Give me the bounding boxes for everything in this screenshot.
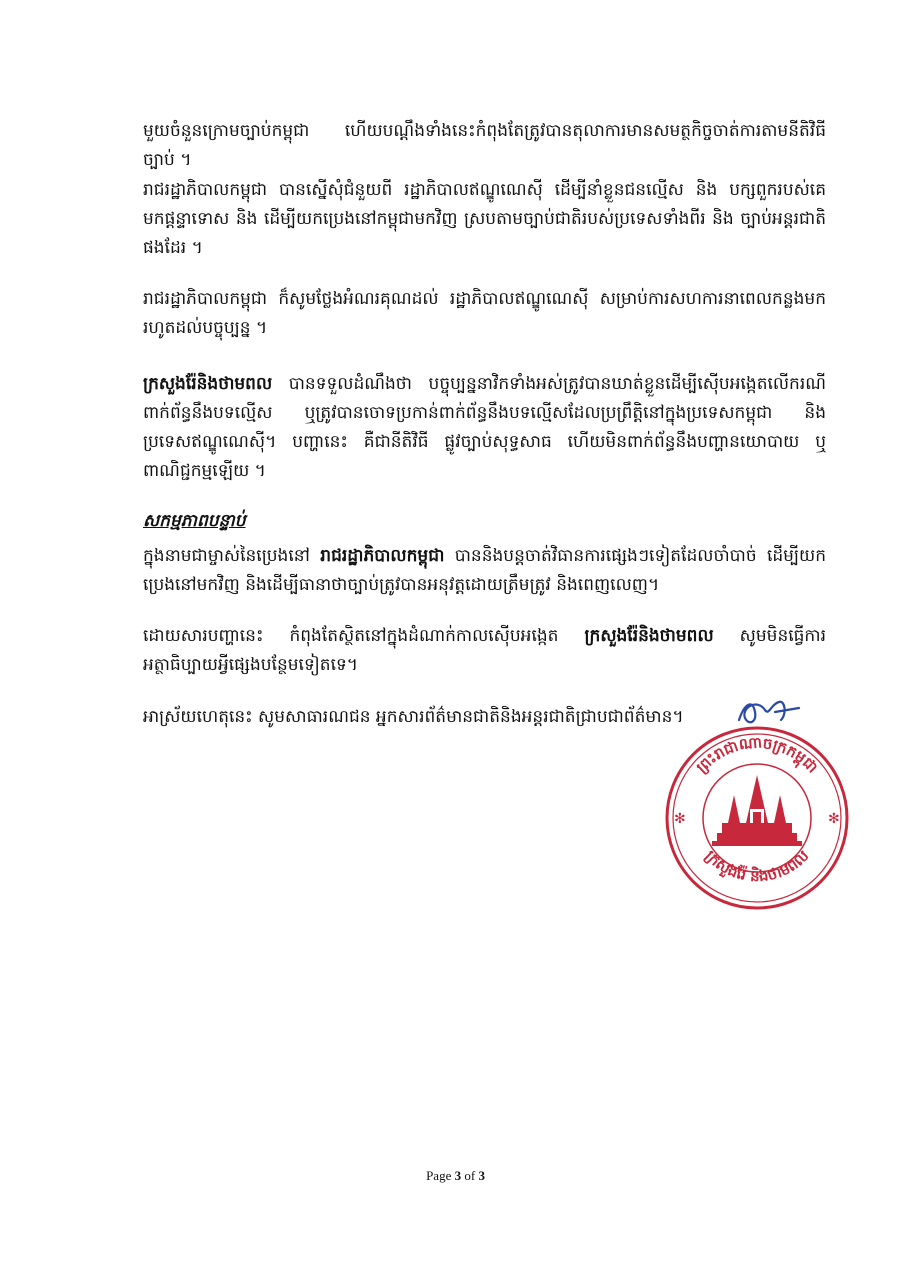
paragraph-3: រាជរដ្ឋាភិបាលកម្ពុជា ក៏សូមថ្លែងអំណរគុណដល់ រដ្ឋាភិបាលឥណ្ឌូណេស៊ី សម្រាប់ការសហការនាពេលកន្លងមក រហូតដល់បច្ចុប្បន្ន ។ [143, 289, 826, 338]
angkor-wat-emblem [712, 775, 802, 846]
closing-paragraph: អាស្រ័យហេតុនេះ សូមសាធារណជន អ្នកសារព័ត៌មានជាតិនិងអន្តរជាតិជ្រាបជាព័ត៌មាន។ [143, 707, 684, 727]
current-page: 3 [454, 1168, 462, 1183]
official-seal [662, 723, 852, 917]
total-pages: 3 [478, 1168, 485, 1183]
seal-top-text: ព្រះរាជាណាចក្រកម្ពុជា [692, 733, 822, 777]
next-steps-paragraph-2: ដោយសារបញ្ហានេះ កំពុងតែស្ថិតនៅក្នុងដំណាក់កាលស៊ើបអង្កេត ក្រសួងរ៉ែនិងថាមពល សូមមិនធ្វើការអត្ថាធិប្បាយអ្វីផ្សេងបន្ថែមទៀតទេ។ [143, 626, 827, 675]
ministry-paragraph: ក្រសួងរ៉ែនិងថាមពល បានទទួលដំណឹងថា បច្ចុប្បន្ននាវិកទាំងអស់ត្រូវបានឃាត់ខ្លួនដើម្បីស៊ើបអង្កេតលើករណីពាក់ព័ន្ធនឹងបទល្មើស ឬត្រូវបានចោទប្រកាន់ពាក់ព័ន្ធនឹងបទល្មើសដែលប្រព្រឹត្តិនៅក្នុងប្រទេសកម្ពុជា និង ប្រទេសឥណ្ឌូណេស៊ី។ បញ្ហានេះ គឺជានីតិវិធី ផ្លូវច្បាប់សុទ្ធសាធ ហើយមិនពាក់ព័ន្ធនឹងបញ្ហានយោបាយ ឬ ពាណិជ្ជកម្មឡើយ ។ [143, 374, 826, 481]
next-steps-paragraph-1: ក្នុងនាមជាម្ចាស់នៃប្រេងនៅ រាជរដ្ឋាភិបាលកម្ពុជា បាននិងបន្តចាត់វិធានការផ្សេងៗទៀតដែលចាំបាច់ ដើម្បីយកប្រេងនៅមកវិញ និងដើម្បីធានាថាច្បាប់ត្រូវបានអនុវត្តដោយត្រឹមត្រូវ និងពេញលេញ។ [143, 546, 826, 595]
ministry-name: ក្រសួងរ៉ែនិងថាមពល [143, 374, 273, 394]
svg-text:✻: ✻ [674, 811, 686, 827]
paragraph-2: រាជរដ្ឋាភិបាលកម្ពុជា បានស្នើសុំជំនួយពី រដ្ឋាភិបាលឥណ្ឌូណេស៊ី ដើម្បីនាំខ្លួនជនល្មើស និង បក្សពួករបស់គេ មកផ្តន្ទាទោស និង ដើម្បីយកប្រេងនៅកម្ពុជាមកវិញ ស្របតាមច្បាប់ជាតិរបស់ប្រទេសទាំងពីរ និង ច្បាប់អន្តរជាតិផងដែរ ។ [143, 180, 826, 258]
svg-text:✻: ✻ [828, 811, 840, 827]
svg-text:ក្រសួងរ៉ែ និងថាមពល [702, 847, 813, 885]
page-footer: Page 3 of 3 [426, 1168, 485, 1183]
seal-bottom-text: ក្រសួងរ៉ែ និងថាមពល [701, 846, 813, 886]
paragraph-1: មួយចំនួនក្រោមច្បាប់កម្ពុជា ហើយបណ្តឹងទាំងនេះកំពុងតែត្រូវបានតុលាការមានសមត្ថកិច្ចចាត់ការតាមនីតិវិធីច្បាប់ ។ [143, 121, 826, 170]
section-heading: សកម្មភាពបន្ទាប់ [143, 511, 246, 531]
